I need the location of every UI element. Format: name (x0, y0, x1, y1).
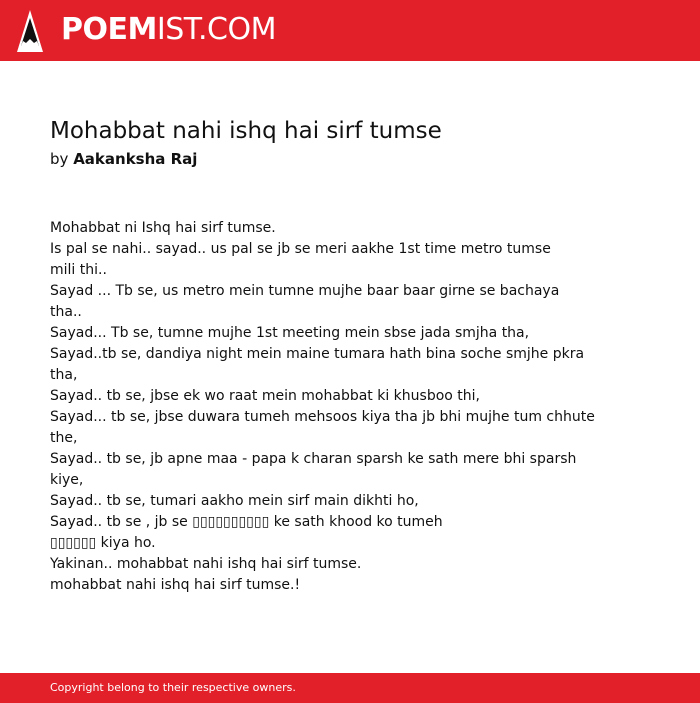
site-header (0, 0, 700, 61)
author-name: Aakanksha Raj (73, 150, 198, 168)
poem-line: Sayad..tb se, dandiya night mein maine tumara hath bina soche smjhe pkra (50, 346, 585, 362)
poem-line: Is pal se nahi.. sayad.. us pal se jb se meri aakhe 1st time metro tumse (50, 241, 551, 257)
poem-line: mili thi.. (50, 262, 107, 278)
poem-line: tha.. (50, 304, 82, 320)
byline (50, 148, 197, 170)
poem-line: Yakinan.. mohabbat nahi ishq hai sirf tumse. (50, 556, 362, 572)
pencil-tip-icon[interactable] (17, 10, 43, 52)
poem-line: Sayad.. tb se , jb se ▯▯▯▯▯▯▯▯▯▯ ke sath khood ko tumeh (50, 514, 443, 530)
poem-line: Sayad... tb se, jbse duwara tumeh mehsoos kiya tha jb bhi mujhe tum chhute (50, 409, 595, 425)
poem-line: Mohabbat ni Ishq hai sirf tumse. (50, 220, 276, 236)
poem-body (50, 218, 595, 596)
brand-name-bold: POEM (61, 12, 157, 47)
poem-title: Mohabbat nahi ishq hai sirf tumse (50, 118, 442, 144)
copyright-text: Copyright belong to their respective owners. (50, 681, 296, 694)
site-footer (0, 673, 700, 703)
poem-line: Sayad.. tb se, tumari aakho mein sirf main dikhti ho, (50, 493, 419, 509)
poem-line: tha, (50, 367, 78, 383)
brand-name-light: IST.COM (156, 12, 276, 47)
poem-line: mohabbat nahi ishq hai sirf tumse.! (50, 577, 301, 593)
poem-line: Sayad.. tb se, jbse ek wo raat mein mohabbat ki khusboo thi, (50, 388, 481, 404)
poem-line: Sayad ... Tb se, us metro mein tumne mujhe baar baar girne se bachaya (50, 283, 560, 299)
by-label: by (50, 150, 69, 168)
poem-line: kiye, (50, 472, 84, 488)
site-logo-link[interactable] (61, 12, 276, 48)
poem-line: Sayad... Tb se, tumne mujhe 1st meeting mein sbse jada smjha tha, (50, 325, 530, 341)
poem-line: Sayad.. tb se, jb apne maa - papa k charan sparsh ke sath mere bhi sparsh (50, 451, 577, 467)
poem-line: ▯▯▯▯▯▯ kiya ho. (50, 535, 156, 551)
poem-line: the, (50, 430, 78, 446)
